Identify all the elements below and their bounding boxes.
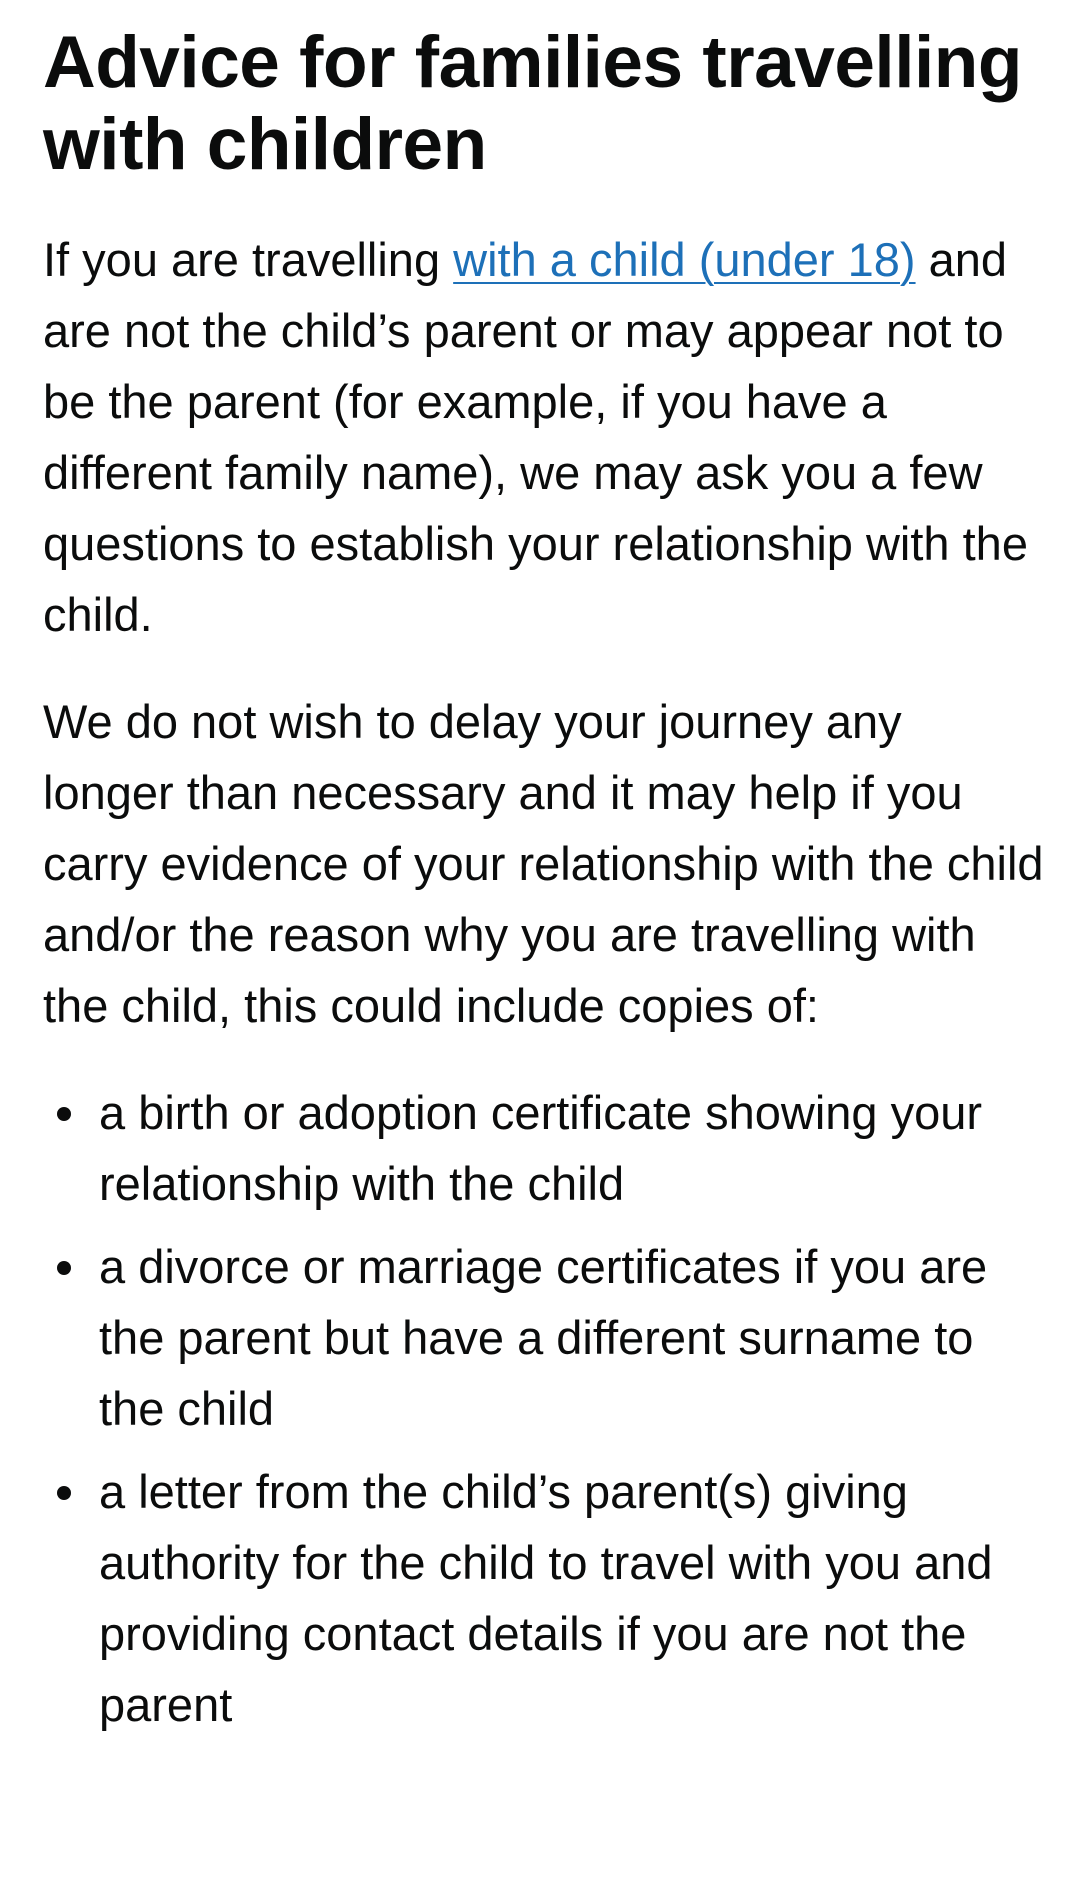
list-item-text: a birth or adoption certificate showing your relationship with the child: [99, 1086, 983, 1210]
list-item: [43, 1077, 1044, 1219]
list-item-text: a divorce or marriage certificates if you are the parent but have a different surname to the child: [99, 1240, 988, 1435]
child-under-18-link[interactable]: with a child (under 18): [453, 233, 916, 286]
intro-paragraph: [43, 224, 1044, 650]
list-item-text: a letter from the child’s parent(s) giving authority for the child to travel with you and providing contact details if you are not the parent: [99, 1465, 993, 1731]
bullet-icon: [57, 1261, 71, 1275]
intro-text-after: and are not the child’s parent or may appear not to be the parent (for example, if you have a different family name), we may ask you a few questions to establish your relationship with the child.: [43, 233, 1028, 641]
list-item: [43, 1456, 1044, 1740]
intro-text-before: If you are travelling: [43, 233, 454, 286]
evidence-list: [43, 1077, 1044, 1740]
bullet-icon: [57, 1107, 71, 1121]
list-item: [43, 1231, 1044, 1444]
bullet-icon: [57, 1486, 71, 1500]
page-title: Advice for families travelling with children: [43, 22, 1022, 185]
evidence-paragraph: We do not wish to delay your journey any longer than necessary and it may help if you carry evidence of your relationship with the child and/or the reason why you are travelling with the child, this could include copies of:: [43, 695, 1044, 1032]
